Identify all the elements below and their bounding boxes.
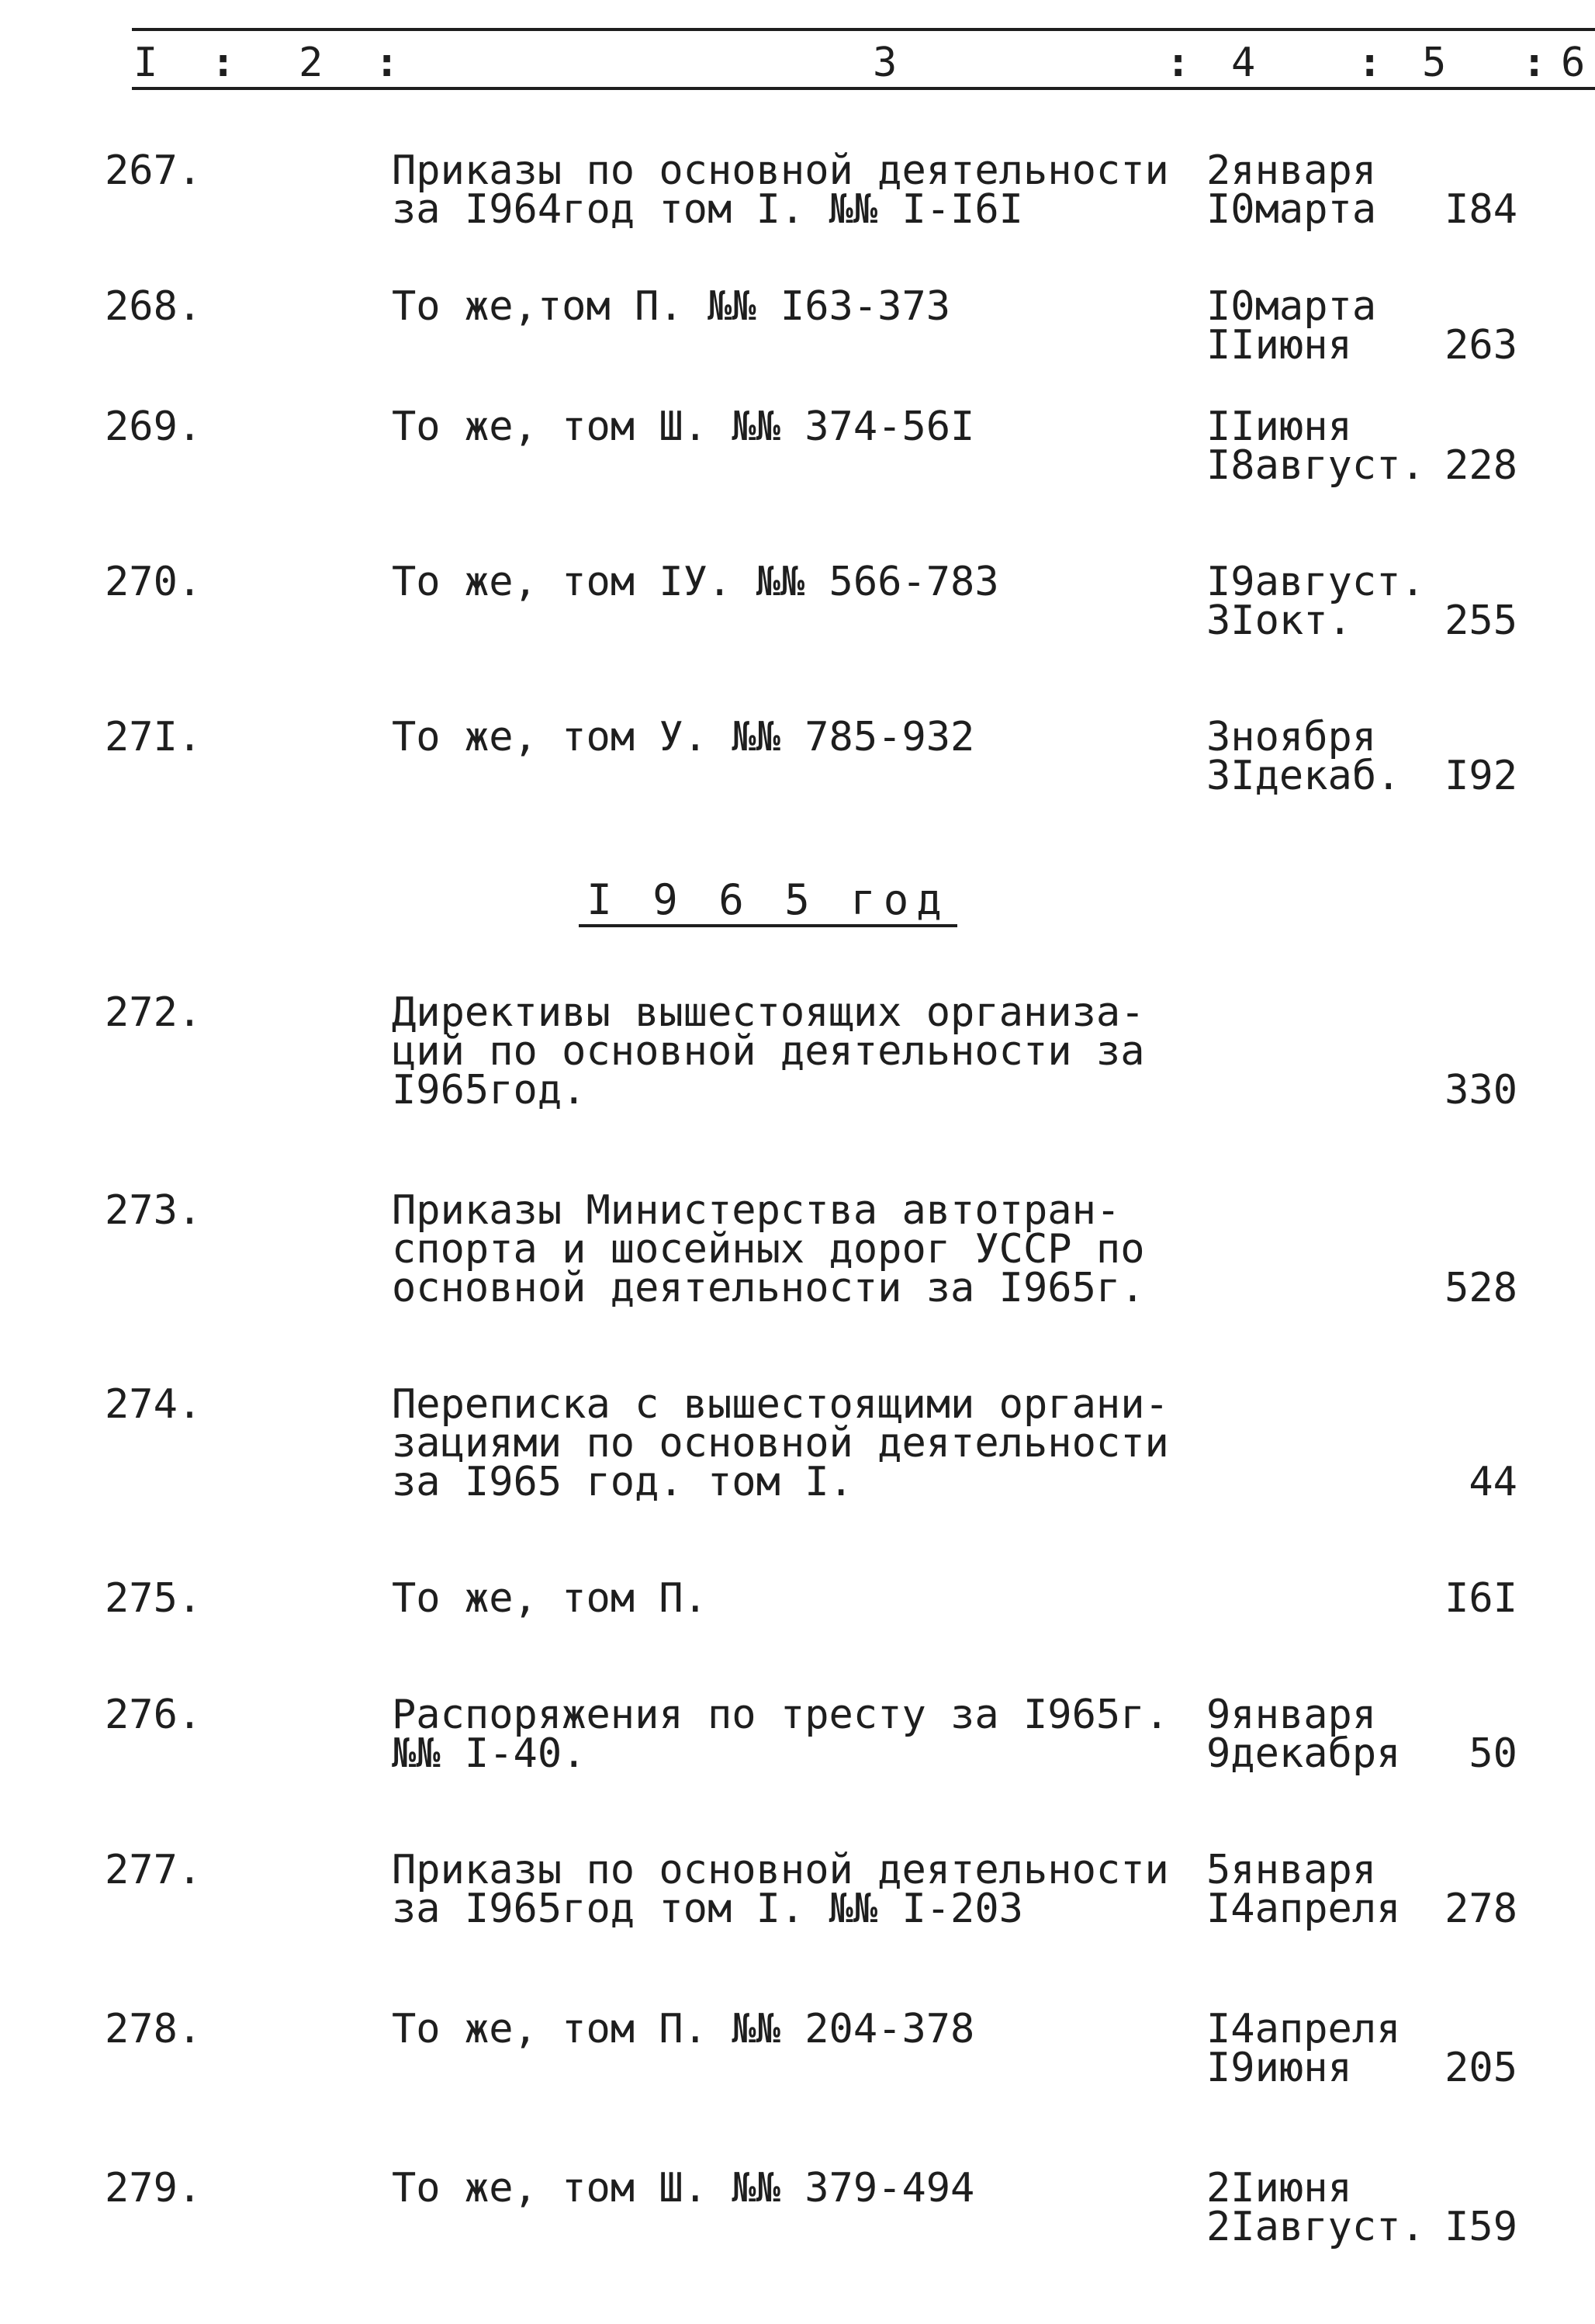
sheet-count: 255	[1444, 597, 1517, 644]
list-item	[0, 1847, 1595, 2010]
column-separator: :	[375, 40, 400, 86]
item-number: 274.	[105, 1381, 202, 1428]
list-item	[0, 1187, 1595, 1385]
list-item	[0, 403, 1595, 563]
item-number: 273.	[105, 1187, 202, 1234]
year-section	[0, 838, 1595, 993]
list-item	[0, 1692, 1595, 1851]
column-header-6: 6	[1561, 40, 1586, 86]
sheet-count: 44	[1469, 1459, 1517, 1505]
column-header-5: 5	[1422, 40, 1447, 86]
item-title: Приказы Министерства автотран- спорта и шосейных дорог УССР по основной деятельности за I965г.	[392, 1187, 1145, 1311]
date-start: IIиюня	[1206, 403, 1352, 450]
item-number: 276.	[105, 1692, 202, 1738]
item-title: Приказы по основной деятельности за I965год том I. №№ I-203	[392, 1847, 1169, 1932]
sheet-count: I92	[1444, 753, 1517, 799]
sheet-count: 278	[1444, 1886, 1517, 1932]
column-header	[0, 36, 1595, 90]
item-number: 275.	[105, 1575, 202, 1622]
item-title: То же, том П. №№ 204-378	[392, 2006, 975, 2052]
date-end: 3Iдекаб.	[1206, 753, 1401, 799]
list-item	[0, 1381, 1595, 1579]
list-item	[0, 2006, 1595, 2169]
item-dates	[1206, 147, 1439, 233]
item-dates	[1206, 403, 1439, 489]
item-title: То же, том Ш. №№ 379-494	[392, 2165, 975, 2211]
item-title: То же,том П. №№ I63-373	[392, 283, 951, 330]
section-heading	[0, 877, 1536, 923]
date-start: 9января	[1206, 1692, 1377, 1738]
date-end: I8август.	[1206, 442, 1425, 489]
item-number: 277.	[105, 1847, 202, 1893]
date-start: 3ноября	[1206, 714, 1377, 760]
column-separator: :	[1166, 40, 1191, 86]
list-item	[0, 283, 1595, 407]
column-header-2: 2	[299, 40, 323, 86]
item-dates	[1206, 2165, 1439, 2250]
item-number: 270.	[105, 559, 202, 605]
header-top-rule	[132, 28, 1595, 31]
item-number: 27I.	[105, 714, 202, 760]
date-end: I9июня	[1206, 2045, 1352, 2091]
item-number: 269.	[105, 403, 202, 450]
date-end: 9декабря	[1206, 1730, 1401, 1777]
date-end: IIиюня	[1206, 322, 1352, 369]
item-title: Переписка с вышестоящими органи- зациями по основной деятельности за I965 год. том I.	[392, 1381, 1169, 1505]
sheet-count: 528	[1444, 1265, 1517, 1311]
item-number: 279.	[105, 2165, 202, 2211]
list-item	[0, 1575, 1595, 1695]
section-heading-text: I 9 6 5 год	[579, 875, 957, 927]
item-dates	[1206, 1847, 1439, 1932]
sheet-count: 50	[1469, 1730, 1517, 1777]
sheet-count: 205	[1444, 2045, 1517, 2091]
date-start: I4апреля	[1206, 2006, 1401, 2052]
item-dates	[1206, 1692, 1439, 1777]
sheet-count: I59	[1444, 2204, 1517, 2250]
column-separator: :	[1522, 40, 1547, 86]
list-item	[0, 714, 1595, 838]
sheet-count: 228	[1444, 442, 1517, 489]
header-bottom-rule	[132, 87, 1595, 90]
sheet-count: 330	[1444, 1067, 1517, 1114]
date-end: 3Iокт.	[1206, 597, 1352, 644]
item-title: То же, том Ш. №№ 374-56I	[392, 403, 975, 450]
item-title: То же, том IУ. №№ 566-783	[392, 559, 999, 605]
column-separator: :	[211, 40, 236, 86]
date-end: 2Iавгуст.	[1206, 2204, 1425, 2250]
item-number: 267.	[105, 147, 202, 194]
date-start: I0марта	[1206, 283, 1377, 330]
column-header-4: 4	[1231, 40, 1256, 86]
item-dates	[1206, 714, 1439, 799]
date-start: 5января	[1206, 1847, 1377, 1893]
item-number: 272.	[105, 989, 202, 1036]
item-dates	[1206, 2006, 1439, 2091]
item-title: Директивы вышестоящих организа- ций по основной деятельности за I965год.	[392, 989, 1145, 1114]
date-start: 2января	[1206, 147, 1377, 194]
sheet-count: 263	[1444, 322, 1517, 369]
sheet-count: I84	[1444, 186, 1517, 233]
list-item	[0, 2165, 1595, 2285]
item-dates	[1206, 283, 1439, 369]
list-item	[0, 147, 1595, 287]
inventory-list	[0, 147, 1595, 2285]
item-number: 268.	[105, 283, 202, 330]
item-dates	[1206, 559, 1439, 644]
date-start: 2Iиюня	[1206, 2165, 1352, 2211]
item-title: Распоряжения по тресту за I965г. №№ I-40.	[392, 1692, 1169, 1777]
column-header-3: 3	[873, 40, 898, 86]
column-header-1: I	[133, 40, 158, 86]
date-end: I0марта	[1206, 186, 1377, 233]
list-item	[0, 559, 1595, 718]
list-item	[0, 989, 1595, 1191]
date-start: I9август.	[1206, 559, 1425, 605]
column-separator: :	[1358, 40, 1382, 86]
date-end: I4апреля	[1206, 1886, 1401, 1932]
item-title: То же, том П.	[392, 1575, 708, 1622]
sheet-count: I6I	[1444, 1575, 1517, 1622]
item-title: Приказы по основной деятельности за I964год том I. №№ I-I6I	[392, 147, 1169, 233]
item-title: То же, том У. №№ 785-932	[392, 714, 975, 760]
item-number: 278.	[105, 2006, 202, 2052]
